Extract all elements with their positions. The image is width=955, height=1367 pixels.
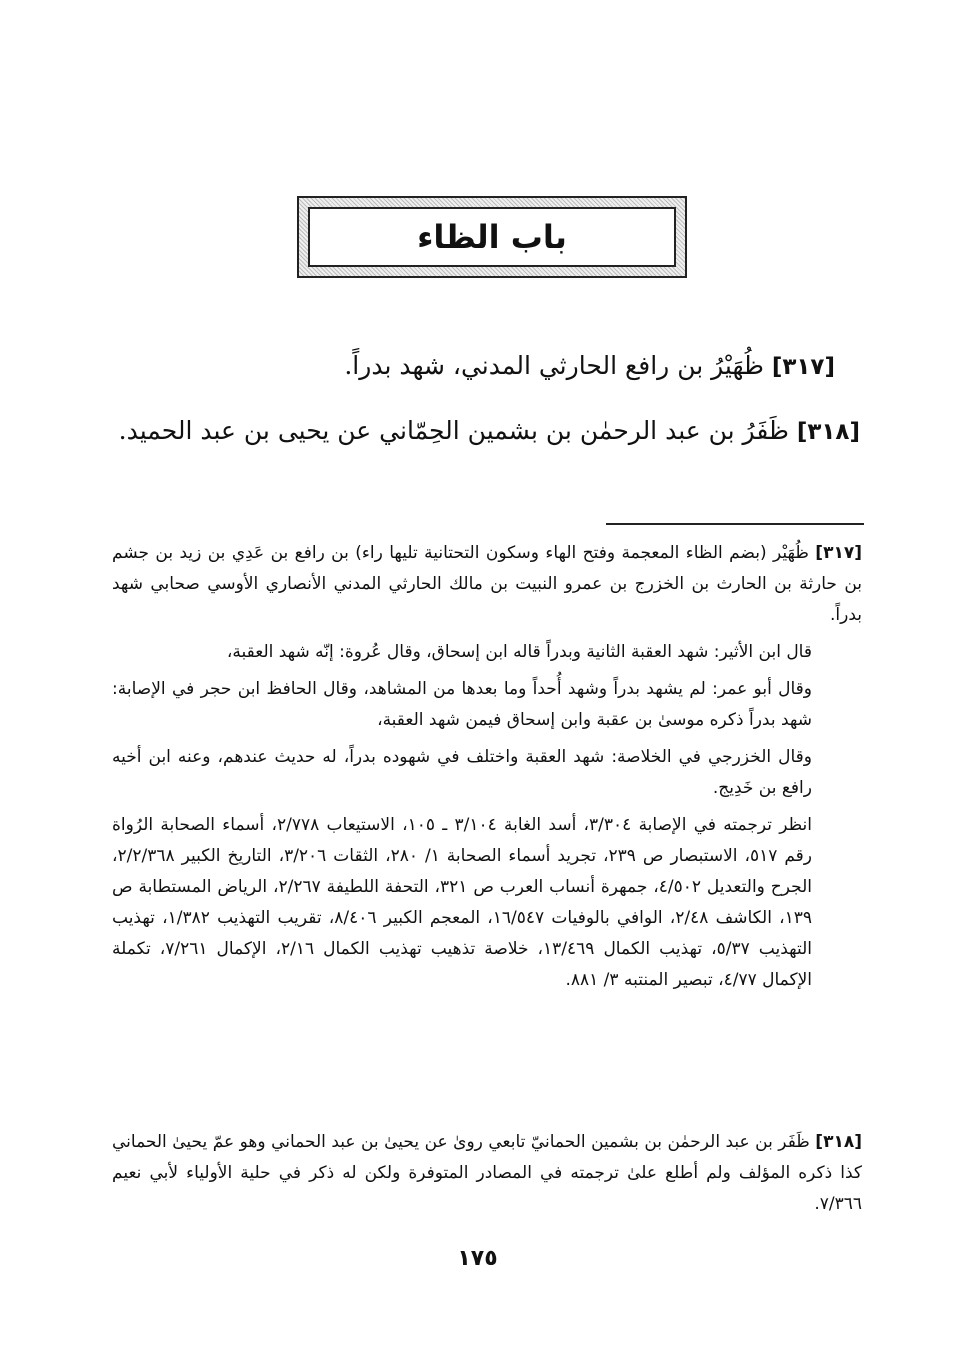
footnote-paragraph: قال ابن الأثير: شهد العقبة الثانية وبدراً قاله ابن إسحاق، وقال عُروة: إنّه شهد العقبة، <box>226 642 812 662</box>
footnote-text: ظَفَر بن عبد الرحمٰن بن بشمين الحمانيّ تابعي روىٰ عن يحيىٰ بن عبد الحماني وهو عمّ يحيىٰ الحماني كذا ذكره المؤلف ولم أطلع علىٰ ترجمته في المصادر المتوفرة ولكن له ذكر في حلية الأولياء لأبي نعيم ٧/٣٦٦. <box>112 1132 862 1214</box>
footnote-paragraph <box>112 1127 862 1220</box>
page-number: ١٧٥ <box>457 1246 498 1271</box>
chapter-title: باب الظاء <box>417 218 567 256</box>
entry-text: ظُهَيْرُ بن رافع الحارثي المدني، شهد بدراً. <box>344 351 764 380</box>
entry-318 <box>100 403 860 460</box>
footnote-paragraph <box>112 538 862 631</box>
footnote-paragraph: وقال الخزرجي في الخلاصة: شهد العقبة واختلف في شهوده بدراً، له حديث عندهم، وعنه ابن أخيه رافع بن خَدِيج. <box>112 747 812 798</box>
footnote-divider <box>606 523 864 525</box>
footnote-number: [٣١٨] <box>815 1132 862 1152</box>
footnote-number: [٣١٧] <box>815 543 862 563</box>
chapter-heading-frame <box>297 196 687 278</box>
footnote-sources: انظر ترجمته في الإصابة ٣/٣٠٤، أسد الغابة ٣/١٠٤ ـ ١٠٥، الاستيعاب ٢/٧٧٨، أسماء الصحابة الرُواة رقم ٥١٧، الاستبصار ص ٢٣٩، تجريد أسماء الصحابة ١/ ٢٨٠، الثقات ٣/٢٠٦، التاريخ الكبير ٢/٢/٣٦٨، الجرح والتعديل ٤/٥٠٢، جمهرة أنساب العرب ص ٣٢١، التحفة اللطيفة ٢/٢٦٧، الرياض المستطابة ص ١٣٩، الكاشف ٢/٤٨، الوافي بالوفيات ١٦/٥٤٧، المعجم الكبير ٨/٤٠٦، تقريب التهذيب ١/٣٨٢، تهذيب التهذيب ٥/٣٧، تهذيب الكمال ١٣/٤٦٩، خلاصة تذهيب تهذيب الكمال ٢/١٦، الإكمال ٧/٢٦١، تكملة الإكمال ٤/٧٧، تبصير المنتبه ٣/ ٨٨١. <box>112 815 813 990</box>
footnote-317 <box>112 538 862 996</box>
footnote-paragraph: وقال أبو عمر: لم يشهد بدراً وشهد أُحداً وما بعدها من المشاهد، وقال الحافظ ابن حجر في الإصابة: شهد بدراً ذكره موسىٰ بن عقبة وابن إسحاق فيمن شهد العقبة، <box>112 679 812 730</box>
entry-text: ظَفَرُ بن عبد الرحمٰن بن بشمين الحِمّاني عن يحيى بن عبد الحميد. <box>118 416 789 445</box>
entry-317 <box>100 338 835 395</box>
footnote-318 <box>112 1127 862 1220</box>
footnote-text: ظُهَيْر (بضم الظاء المعجمة وفتح الهاء وسكون التحتانية تليها راء) بن رافع بن عَدِي بن زيد بن جشم بن حارثة بن الحارث بن الخزرج بن عمرو النبيت بن مالك الحارثي المدني الأنصاري الأوسي صحابي شهد بدراً. <box>112 543 862 625</box>
entry-number: [٣١٨] <box>796 419 860 445</box>
chapter-heading-inner <box>308 207 676 267</box>
entry-number: [٣١٧] <box>771 354 835 380</box>
